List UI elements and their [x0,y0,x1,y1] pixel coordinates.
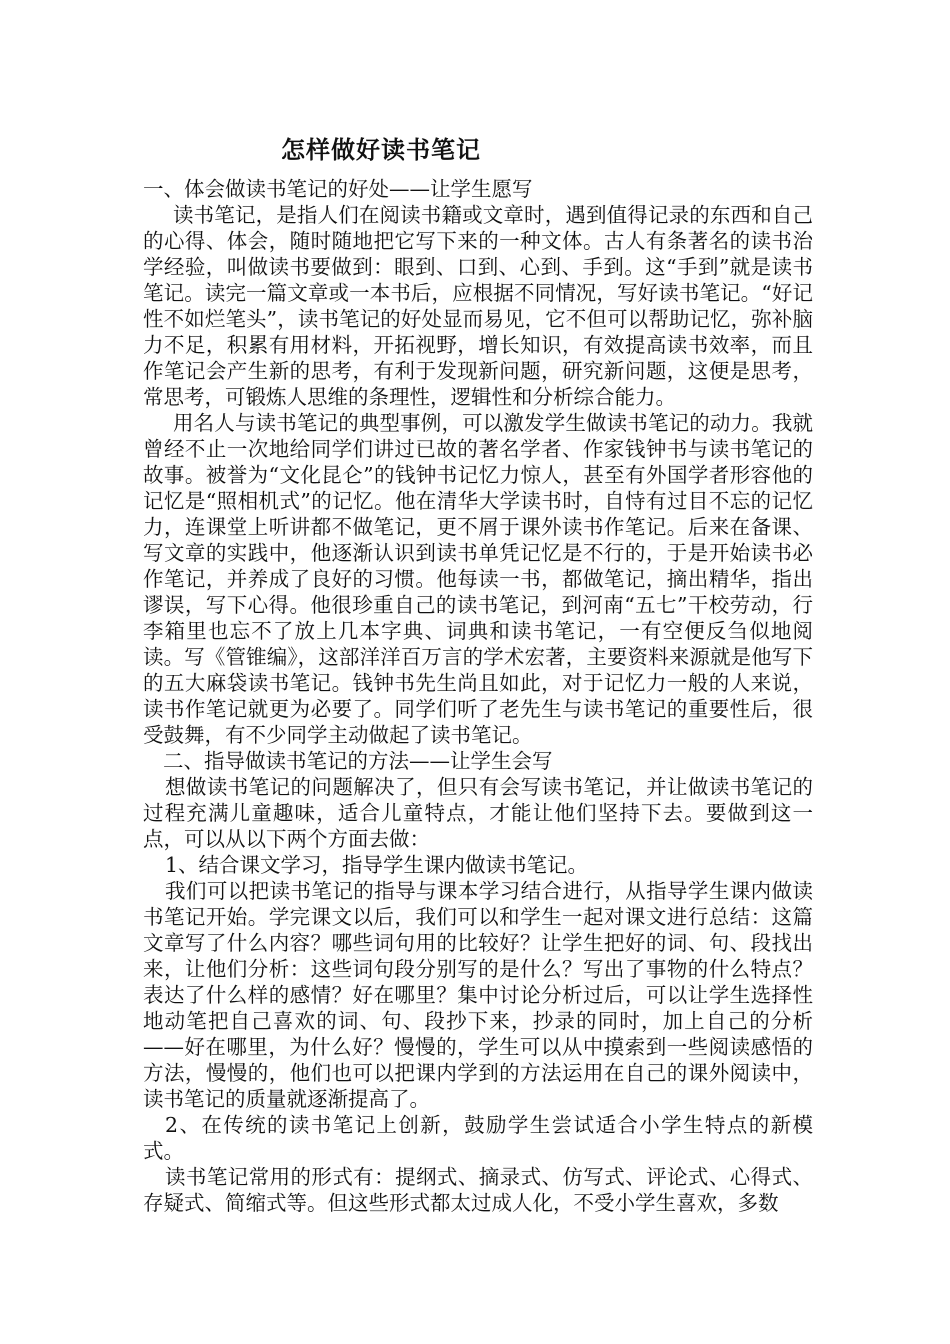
paragraph-2: 用名人与读书笔记的典型事例，可以激发学生做读书笔记的动力。我就曾经不止一次地给同学们讲过已故的著名学者、作家钱钟书与读书笔记的故事。被誉为“文化昆仑”的钱钟书记忆力惊人，甚至有外国学者形容他的记忆是“照相机式”的记忆。他在清华大学读书时，自恃有过目不忘的记忆力，连课堂上听讲都不做笔记，更不屑于课外读书作笔记。后来在备课、写文章的实践中，他逐渐认识到读书单凭记忆是不行的，于是开始读书必作笔记，并养成了良好的习惯。他每读一书，都做笔记，摘出精华，指出谬误，写下心得。他很珍重自己的读书笔记，到河南“五七”干校劳动，行李箱里也忘不了放上几本字典、词典和读书笔记，一有空便反刍似地阅读。写《管锥编》，这部洋洋百万言的学术宏著，主要资料来源就是他写下的五大麻袋读书笔记。钱钟书先生尚且如此，对于记忆力一般的人来说，读书作笔记就更为必要了。同学们听了老先生与读书笔记的重要性后，很受鼓舞，有不少同学主动做起了读书笔记。 [143,411,813,747]
paragraph-1: 读书笔记，是指人们在阅读书籍或文章时，遇到值得记录的东西和自己的心得、体会，随时随地把它写下来的一种文体。古人有条著名的读书治学经验，叫做读书要做到：眼到、口到、心到、手到。这“手到”就是读书笔记。读完一篇文章或一本书后，应根据不同情况，写好读书笔记。“好记性不如烂笔头”，读书笔记的好处显而易见，它不但可以帮助记忆，弥补脑力不足，积累有用材料，开拓视野，增长知识，有效提高读书效率，而且作笔记会产生新的思考，有利于发现新问题，研究新问题，这便是思考，常思考，可锻炼人思维的条理性，逻辑性和分析综合能力。 [143,203,813,409]
document-title: 怎样做好读书笔记 [281,135,481,164]
section-heading-1: 一、体会做读书笔记的好处——让学生愿写 [143,177,533,201]
subheading-2: 2、在传统的读书笔记上创新，鼓励学生尝试适合小学生特点的新模式。 [143,1113,813,1163]
paragraph-4: 我们可以把读书笔记的指导与课本学习结合进行，从指导学生课内做读书笔记开始。学完课文以后，我们可以和学生一起对课文进行总结：这篇文章写了什么内容？哪些词句用的比较好？让学生把好的词、句、段找出来，让他们分析：这些词句段分别写的是什么？写出了事物的什么特点？表达了什么样的感情？好在哪里？集中讨论分析过后，可以让学生选择性地动笔把自己喜欢的词、句、段抄下来，抄录的同时，加上自己的分析——好在哪里，为什么好？慢慢的，学生可以从中摸索到一些阅读感悟的方法，慢慢的，他们也可以把课内学到的方法运用在自己的课外阅读中，读书笔记的质量就逐渐提高了。 [143,879,813,1111]
paragraph-3: 想做读书笔记的问题解决了，但只有会写读书笔记，并让做读书笔记的过程充满儿童趣味，适合儿童特点，才能让他们坚持下去。要做到这一点，可以从以下两个方面去做： [143,775,813,851]
subheading-1: 1、结合课文学习，指导学生课内做读书笔记。 [165,853,589,877]
document-body [143,132,813,1216]
section-heading-2: 二、指导做读书笔记的方法——让学生会写 [163,749,553,773]
paragraph-5: 读书笔记常用的形式有：提纲式、摘录式、仿写式、评论式、心得式、存疑式、简缩式等。但这些形式都太过成人化，不受小学生喜欢，多数 [143,1165,813,1215]
